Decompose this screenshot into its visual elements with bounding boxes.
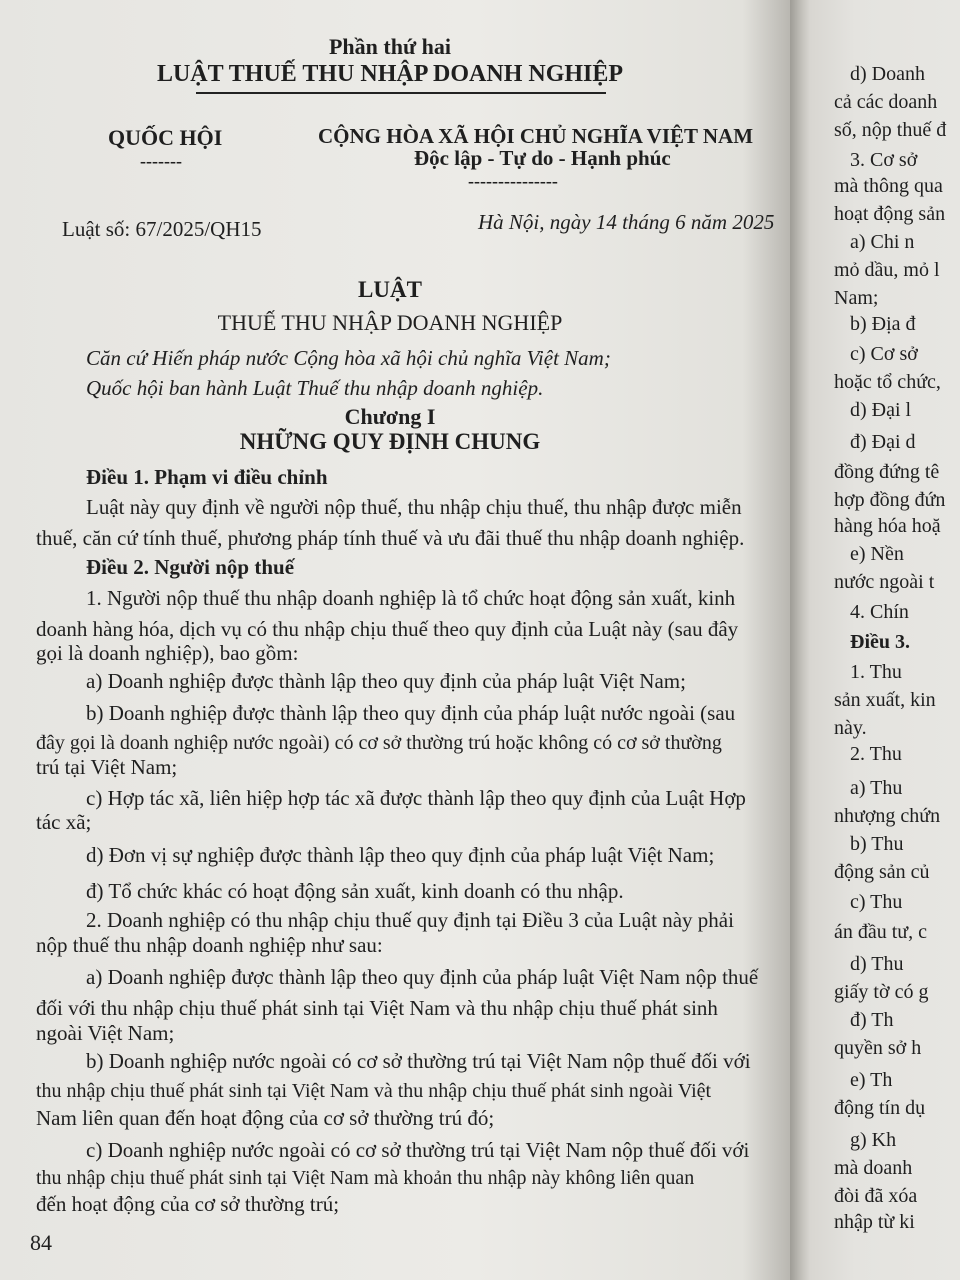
right-page-line: e) Th [850,1069,893,1091]
page-number: 84 [30,1230,52,1255]
body-line: đến hoạt động của cơ sở thường trú; [36,1192,340,1216]
body-line: b) Doanh nghiệp nước ngoài có cơ sở thường trú tại Việt Nam nộp thuế đối với [86,1049,751,1073]
right-page-line: g) Kh [850,1129,897,1151]
part-title-underline [196,92,606,94]
right-page-line: 3. Cơ sở [850,149,918,171]
part-label: Phần thứ hai [328,34,452,59]
book-gutter [790,0,810,1280]
right-page-line: d) Thu [850,953,904,975]
right-page-line: hàng hóa hoặ [834,515,941,537]
right-page-line: 1. Thu [850,661,902,683]
article-heading: Điều 2. Người nộp thuế [86,555,295,579]
body-line: đ) Tổ chức khác có hoạt động sản xuất, kinh doanh có thu nhập. [86,879,624,903]
republic-name: CỘNG HÒA XÃ HỘI CHỦ NGHĨA VIỆT NAM [318,124,754,148]
right-page-line: 4. Chín [850,601,909,623]
right-page-line: nhượng chứn [834,805,941,827]
body-line: gọi là doanh nghiệp), bao gồm: [36,641,299,665]
right-page-line: quyền sở h [834,1037,922,1059]
place-date: Hà Nội, ngày 14 tháng 6 năm 2025 [478,210,775,234]
right-page-line: đòi đã xóa [834,1185,918,1207]
right-page-line: hoặc tổ chức, [834,371,941,393]
body-line: doanh hàng hóa, dịch vụ có thu nhập chịu thuế theo quy định của Luật này (sau đây [36,617,739,641]
body-line: ngoài Việt Nam; [36,1021,175,1045]
right-page-line: sản xuất, kin [834,689,936,711]
right-page-line: mà doanh [834,1157,913,1179]
right-page-line: đ) Đại d [850,431,916,453]
right-page-line: này. [834,717,867,739]
law-name: THUẾ THU NHẬP DOANH NGHIỆP [217,310,563,335]
right-page-line: hoạt động sản [834,203,946,225]
body-line: tác xã; [36,810,92,834]
body-line: Luật này quy định về người nộp thuế, thu nhập chịu thuế, thu nhập được miễn [86,495,742,519]
body-line: thu nhập chịu thuế phát sinh tại Việt Nam mà khoản thu nhập này không liên quan [36,1167,695,1189]
right-page-line: án đầu tư, c [834,921,928,943]
right-page-line: e) Nền [850,543,904,565]
right-page-line: cả các doanh [834,91,938,113]
part-title: LUẬT THUẾ THU NHẬP DOANH NGHIỆP [156,61,624,87]
body-line: c) Doanh nghiệp nước ngoài có cơ sở thường trú tại Việt Nam nộp thuế đối với [86,1138,750,1162]
preamble-line: Quốc hội ban hành Luật Thuế thu nhập doanh nghiệp. [86,376,544,400]
right-page-line: giấy tờ có g [834,981,929,1003]
body-line: a) Doanh nghiệp được thành lập theo quy định của pháp luật Việt Nam nộp thuế [86,965,759,989]
right-page-line: d) Doanh [850,63,925,85]
right-page-line: c) Cơ sở [850,343,918,365]
right-page-line: d) Đại l [850,399,912,421]
right-page-line: hợp đồng đứn [834,489,946,511]
body-line: đây gọi là doanh nghiệp nước ngoài) có cơ sở thường trú hoặc không có cơ sở thường [36,732,722,754]
body-line: a) Doanh nghiệp được thành lập theo quy định của pháp luật Việt Nam; [86,669,686,693]
motto-underline: --------------- [468,171,558,191]
right-page [810,0,960,1280]
article-heading: Điều 1. Phạm vi điều chỉnh [86,465,328,489]
right-page-line: mà thông qua [834,175,943,197]
body-line: Nam liên quan đến hoạt động của cơ sở thường trú đó; [36,1106,495,1130]
right-page-line: b) Địa đ [850,313,916,335]
right-page-line: a) Chi n [850,231,915,253]
body-line: thu nhập chịu thuế phát sinh tại Việt Nam và thu nhập chịu thuế phát sinh ngoài Việt [36,1080,712,1102]
right-page-line: số, nộp thuế đ [834,119,947,141]
law-number: Luật số: 67/2025/QH15 [62,217,262,241]
chapter-label: Chương I [344,404,436,429]
body-line: trú tại Việt Nam; [36,755,178,779]
right-page-line: nhập từ ki [834,1211,915,1233]
body-line: d) Đơn vị sự nghiệp được thành lập theo quy định của pháp luật Việt Nam; [86,843,715,867]
law-kind: LUẬT [358,277,422,302]
chapter-title: NHỮNG QUY ĐỊNH CHUNG [239,429,541,454]
right-page-line: đ) Th [850,1009,894,1031]
right-page-line: a) Thu [850,777,903,799]
issuer: QUỐC HỘI [108,125,223,150]
preamble-line: Căn cứ Hiến pháp nước Cộng hòa xã hội chủ nghĩa Việt Nam; [86,346,611,370]
body-line: 2. Doanh nghiệp có thu nhập chịu thuế quy định tại Điều 3 của Luật này phải [86,908,734,932]
body-line: c) Hợp tác xã, liên hiệp hợp tác xã được thành lập theo quy định của Luật Hợp [86,786,746,810]
motto: Độc lập - Tự do - Hạnh phúc [414,146,671,170]
body-line: nộp thuế thu nhập doanh nghiệp như sau: [36,933,383,957]
right-page-line: đồng đứng tê [834,461,940,483]
body-line: b) Doanh nghiệp được thành lập theo quy định của pháp luật nước ngoài (sau [86,701,736,725]
issuer-underline: ------- [140,151,182,171]
right-page-line: mỏ dầu, mỏ l [834,259,940,281]
right-page-line: động sản củ [834,861,930,883]
right-page-line: Điều 3. [850,631,910,653]
right-page-line: c) Thu [850,891,903,913]
body-line: đối với thu nhập chịu thuế phát sinh tại Việt Nam và thu nhập chịu thuế phát sinh [36,996,718,1020]
right-page-line: nước ngoài t [834,571,935,593]
right-page-line: Nam; [834,287,879,309]
right-page-line: b) Thu [850,833,904,855]
body-line: thuế, căn cứ tính thuế, phương pháp tính thuế và ưu đãi thuế thu nhập doanh nghiệp. [36,526,745,550]
body-line: 1. Người nộp thuế thu nhập doanh nghiệp là tổ chức hoạt động sản xuất, kinh [86,586,736,610]
right-page-line: 2. Thu [850,743,902,765]
right-page-line: động tín dụ [834,1097,926,1119]
